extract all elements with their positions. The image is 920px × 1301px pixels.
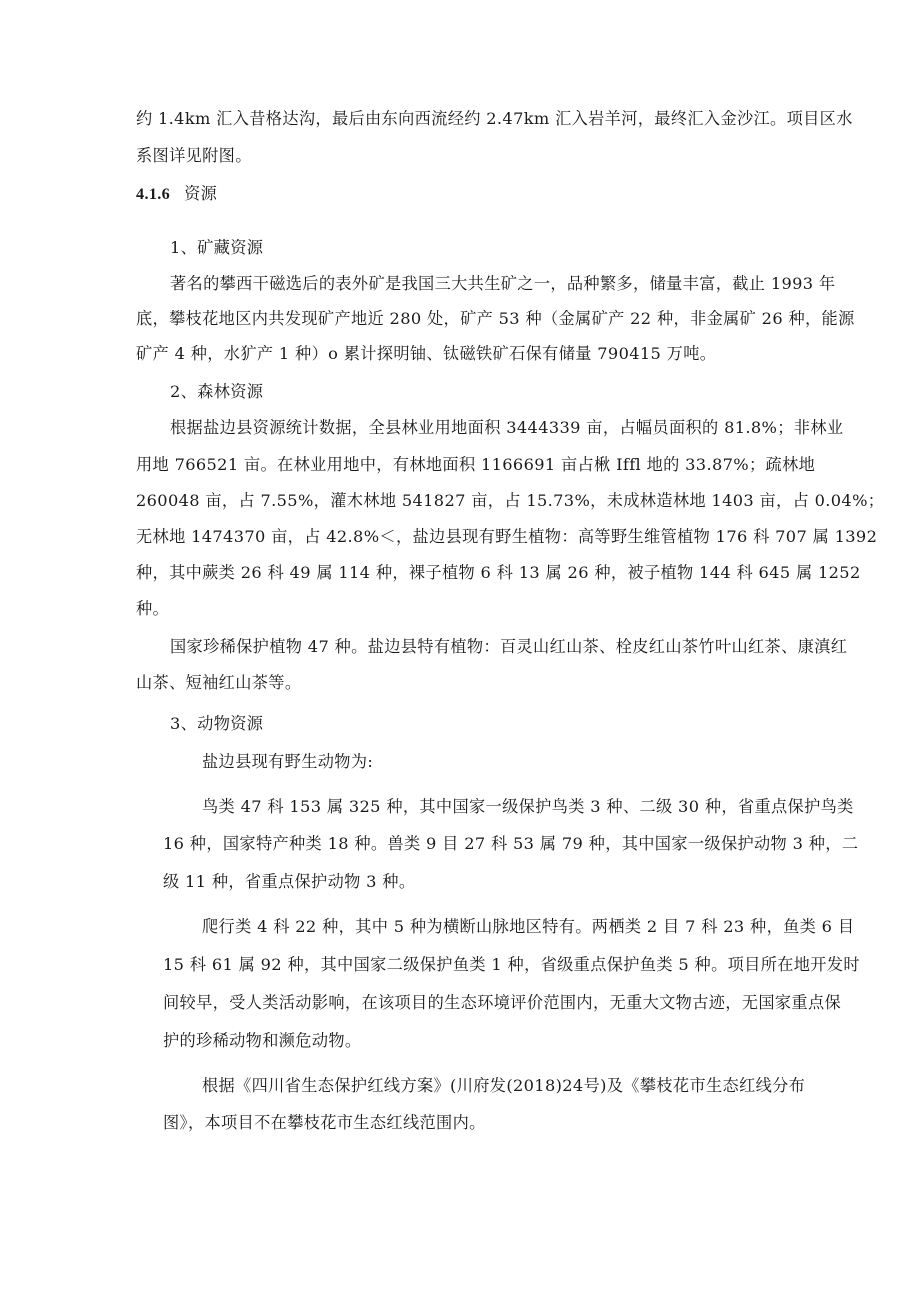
paragraph-line: 根据盐边县资源统计数据，全县林业用地面积 3444339 亩，占幅员面积的 81.8%；非林业 <box>170 418 844 437</box>
paragraph-line: 国家珍稀保护植物 47 种。盐边县特有植物：百灵山红山茶、栓皮红山茶竹叶山红茶、康滇红 <box>170 637 848 656</box>
paragraph-line: 矿产 4 种，水犷产 1 种）o 累计探明铀、钛磁铁矿石保有储量 790415 万吨。 <box>136 344 717 363</box>
section-heading <box>136 184 217 204</box>
paragraph-line: 无林地 1474370 亩，占 42.8%＜，盐边县现有野生植物：高等野生维管植物 176 科 707 属 1392 <box>136 527 878 546</box>
paragraph-line: 盐边县现有野生动物为: <box>202 752 374 771</box>
paragraph-line: 著名的攀西干磁选后的表外矿是我国三大共生矿之一，品种繁多，储量丰富，截止 1993 年 <box>170 274 836 293</box>
paragraph-line: 16 种，国家特产种类 18 种。兽类 9 目 27 科 53 属 79 种，其中国家一级保护动物 3 种，二 <box>163 834 859 853</box>
subsection-heading-mineral: 1、矿藏资源 <box>170 238 264 257</box>
paragraph-line: 15 科 61 属 92 种，其中国家二级保护鱼类 1 种，省级重点保护鱼类 5 种。项目所在地开发时 <box>163 955 860 974</box>
paragraph-line: 山茶、短袖红山茶等。 <box>136 673 302 692</box>
paragraph-line: 爬行类 4 科 22 种，其中 5 种为横断山脉地区特有。两栖类 2 目 7 科 23 种，鱼类 6 目 <box>202 917 855 936</box>
paragraph-line: 间较早，受人类活动影响，在该项目的生态环境评价范围内，无重大文物古迹，无国家重点保 <box>163 993 842 1012</box>
paragraph-line: 系图详见附图。 <box>136 146 252 165</box>
paragraph-line: 种，其中蕨类 26 科 49 属 114 种，裸子植物 6 科 13 属 26 种，被子植物 144 科 645 属 1252 <box>136 563 861 582</box>
subsection-heading-animal: 3、动物资源 <box>170 714 264 733</box>
paragraph-line: 种。 <box>136 599 170 618</box>
paragraph-line: 级 11 种，省重点保护动物 3 种。 <box>163 872 416 891</box>
paragraph-line: 鸟类 47 科 153 属 325 种，其中国家一级保护鸟类 3 种、二级 30 种，省重点保护鸟类 <box>202 797 854 816</box>
section-title: 资源 <box>184 184 218 203</box>
paragraph-line: 约 1.4km 汇入昔格达沟，最后由东向西流经约 2.47km 汇入岩羊河，最终汇入金沙江。项目区水 <box>136 109 853 128</box>
paragraph-line: 底，攀枝花地区内共发现矿产地近 280 处，矿产 53 种（金属矿产 22 种，非金属矿 26 种，能源 <box>136 309 855 328</box>
paragraph-line: 用地 766521 亩。在林业用地中，有林地面积 1166691 亩占楸 Iffl 地的 33.87%；疏林地 <box>136 455 816 474</box>
section-number: 4.1.6 <box>136 185 171 203</box>
paragraph-line: 图》，本项目不在攀枝花市生态红线范围内。 <box>163 1113 486 1132</box>
paragraph-line: 护的珍稀动物和濒危动物。 <box>163 1031 362 1050</box>
paragraph-line: 根据《四川省生态保护红线方案》(川府发(2018)24号)及《攀枝花市生态红线分布 <box>202 1076 806 1095</box>
paragraph-line: 260048 亩，占 7.55%，灌木林地 541827 亩，占 15.73%，未成林造林地 1403 亩，占 0.04%； <box>136 491 885 510</box>
subsection-heading-forest: 2、森林资源 <box>170 382 264 401</box>
